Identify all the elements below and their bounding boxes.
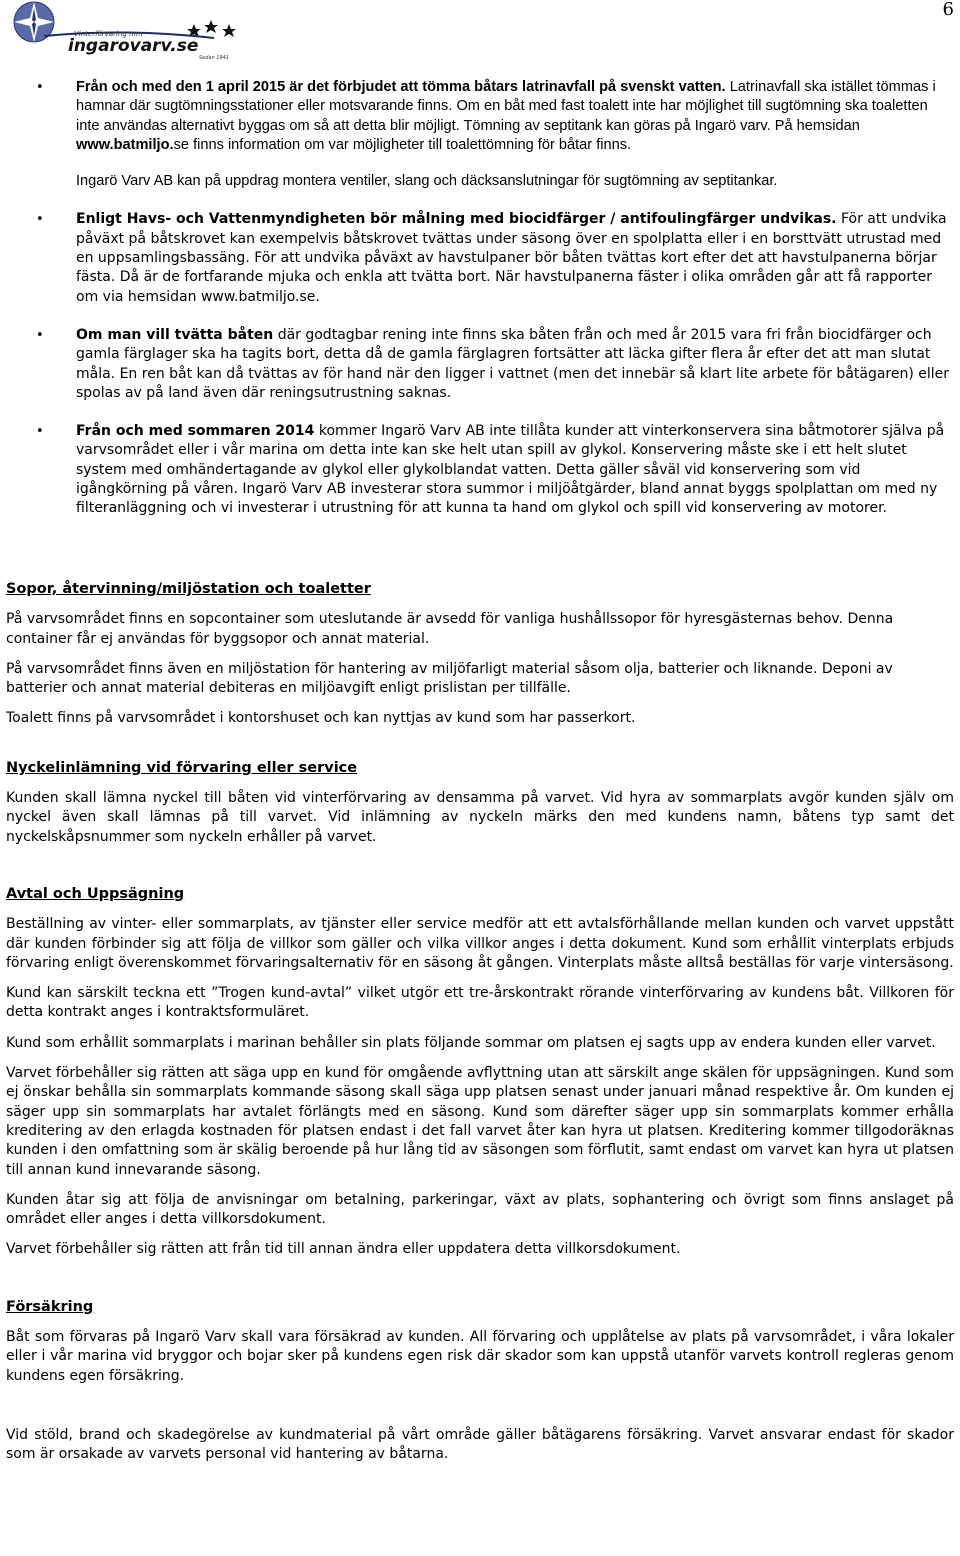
section-heading: Försäkring (6, 1298, 94, 1315)
bullet-icon: • (36, 80, 44, 95)
svg-text:ingarovarv.se: ingarovarv.se (68, 36, 199, 56)
svg-text:Sedan 1941: Sedan 1941 (199, 55, 229, 61)
svg-text:Vinterförvaring mm: Vinterförvaring mm (74, 30, 143, 38)
section-sopor (6, 580, 954, 729)
bullet-icon: • (36, 424, 44, 440)
paragraph: Varvet förbehåller sig rätten att från tid till annan ändra eller uppdatera detta villkorsdokument. (6, 1241, 681, 1258)
paragraph: Båt som förvaras på Ingarö Varv skall vara försäkrad av kunden. All förvaring och upplåtelse av plats på varvsområdet, i våra lokaler eller i vår marina vid bryggor och bojar sker på kundens egen risk där skador som kan uppstå utanför varvets kontroll regleras genom kundens egen försäkring. (6, 1329, 954, 1384)
section-heading: Nyckelinlämning vid förvaring eller service (6, 759, 358, 776)
paragraph: Toalett finns på varvsområdet i kontorshuset och kan nyttjas av kund som har passerkort. (6, 710, 636, 727)
paragraph: Varvet förbehåller sig rätten att säga upp en kund för omgående avflyttning utan att särskilt ange skälen för uppsägningen. Kund som ej önskar behålla sin sommarplats kommande säsong skall säga upp platsen senast under januari månad respektive år. Om kunden ej säger upp sin sommarplats har avtalet förlängts med en säsong. Kund som därefter säger upp sin sommarplats kommer erhålla kreditering av den erlagda kostnaden för platsen endast i det fall varvet åter kan hyra ut platsen. Kreditering kommer tillgodoräknas kunden i den omfattning som är skälig beroende på hur lång tid av säsongen som förflutit, samt endast om varvet kan hyra ut platsen till annan kund innevarande säsong. (6, 1065, 954, 1178)
paragraph: Beställning av vinter- eller sommarplats, av tjänster eller service medför att ett avtalsförhållande mellan kunden och varvet uppstått där kunden förbinder sig att följa de villkor som gäller och vilka villkor anges i detta dokument. Kund som erhållit vinterplats erbjuds förvaring enligt överenskommet förvaringsalternativ för en säsong åt gången. Vinterplats måste alltså beställas för varje vintersäsong. (6, 916, 954, 971)
stars-icon (187, 20, 236, 37)
paragraph: Kunden åtar sig att följa de anvisningar om betalning, parkeringar, växt av plats, sophantering och övrigt som finns anslaget på området eller anges i detta villkorsdokument. (6, 1191, 954, 1228)
bullet-text: där godtagbar rening inte finns ska båten från och med år 2015 vara fri från biocidfärger och gamla färglager ska ha tagits bort, detta då de gamla färglagren fortsätter att läcka gifter flera år efter det att man slutat måla. En ren båt kan då tvättas av för hand när den ligger i vattnet (men det innebär så klart lite arbete för båtägaren) eller spolas av på land även där reningsutrustning saknas. (76, 326, 950, 401)
list-item (6, 78, 954, 191)
bullet-list (6, 78, 954, 538)
list-item (6, 210, 954, 306)
paragraph: Kund som erhållit sommarplats i marinan behåller sin plats följande sommar om platsen ej sagts upp av endera kunden eller varvet. (6, 1034, 936, 1051)
paragraph: Kunden skall lämna nyckel till båten vid vinterförvaring av densamma på varvet. Vid hyra av sommarplats avgör kunden själv om nyckel även skall lämnas på till varvet. Vid inlämning av nyckeln märks den med kundens namn, båtens typ samt det nyckelskåpsnummer som nyckeln erhåller på varvet. (6, 790, 954, 845)
paragraph: På varvsområdet finns även en miljöstation för hantering av miljöfarligt material såsom olja, batterier och liknande. Deponi av batterier och annat material debiteras en miljöavgift enligt prislistan per tillfälle. (6, 660, 893, 697)
paragraph: Kund kan särskilt teckna ett ”Trogen kund-avtal” vilket utgör ett tre-årskontrakt rörande vinterförvaring av kundens båt. Villkoren för detta kontrakt anges i kontraktsformuläret. (6, 985, 954, 1021)
bullet-bold-lead: Från och med den 1 april 2015 är det förbjudet att tömma båtars latrinavfall på svenskt vatten. (76, 79, 726, 95)
bullet-icon: • (36, 327, 44, 343)
bullet-bold-lead: Från och med sommaren 2014 (76, 423, 315, 440)
bullet-text-after: finns information om var möjligheter till toalettömning för båtar finns. (193, 136, 632, 153)
paragraph: Vid stöld, brand och skadegörelse av kundmaterial på vårt område gäller båtägarens försäkring. Varvet ansvarar endast för skador som är orsakade av varvets personal vid hantering av båtarna. (6, 1426, 954, 1463)
paragraph: På varvsområdet finns en sopcontainer som uteslutande är avsedd för vanliga hushållssopor för hyresgästernas behov. Denna container får ej användas för byggsopor och annat material. (6, 611, 894, 647)
ingarovarv-logo (4, 0, 250, 62)
list-item (6, 422, 954, 518)
section-heading: Avtal och Uppsägning (6, 885, 185, 902)
batmiljo-link[interactable]: www.batmiljo.se (76, 136, 189, 153)
section-nyckelinlamning (6, 759, 954, 847)
document-body (6, 580, 954, 1503)
section-avtal (6, 885, 954, 1260)
list-item (6, 326, 954, 403)
bullet-extra: Ingarö Varv AB kan på uppdrag montera ventiler, slang och däcksanslutningar för sugtömning av septitankar. (76, 173, 778, 190)
section-heading: Sopor, återvinning/miljöstation och toaletter (6, 581, 371, 597)
page-number: 6 (942, 0, 954, 20)
bullet-bold-lead: Enligt Havs- och Vattenmyndigheten bör målning med biocidfärger / antifoulingfärger undvikas. (76, 211, 837, 228)
bullet-icon: • (36, 212, 44, 228)
bullet-text: kommer Ingarö Varv AB inte tillåta kunder att vinterkonservera sina båtmotorer själva på varvsområdet eller i vår marina om detta inte kan ske helt utan spill av glykol. Konservering måste ske i ett helt slutet system med omhändertagande av glykol eller glykolblandat vatten. Detta gäller såväl vid konservering som vid igångkörning på våren. Ingarö Varv AB investerar stora summor i miljöåtgärder, bland annat byggs spolplattan om med ny filteranläggning och vi investerar i utrustning för att kunna ta hand om glykol och spill vid konservering av motorer. (76, 423, 945, 517)
bullet-text: För att undvika påväxt på båtskrovet kan exempelvis båtskrovet tvättas under säsong över en spolplatta eller i en borsttvätt utrustad med en uppsamlingsbassäng. För att undvika påväxt av havstulpaner bör båten tvättas kort efter det att havstulpanerna börjar fästa. Då är de fortfarande mjuka och enkla att tvätta bort. När havstulpanerna fäster i olika områden går att få rapporter om via hemsidan www.batmiljo.se. (76, 211, 947, 305)
section-forsakring (6, 1298, 954, 1465)
bullet-bold-lead: Om man vill tvätta båten (76, 326, 274, 343)
bullet-text: Latrinavfall ska istället tömmas i hamnar där sugtömningsstationer eller motsvarande finns. Om en båt med fast toalett inte har möjlighet till sugtömning ska toaletten inte användas alternativt byggas om så att detta blir möjligt. Tömning av septitank kan göras på Ingarö varv. På hemsidan (76, 79, 936, 134)
